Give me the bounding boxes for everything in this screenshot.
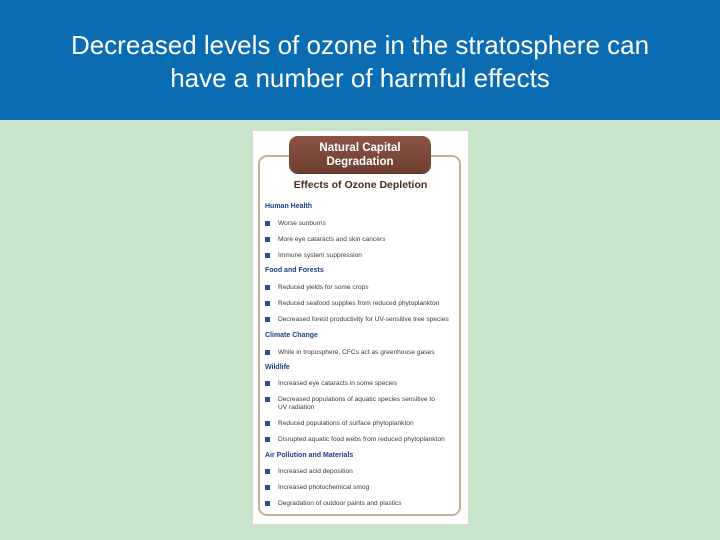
bullet-icon — [265, 397, 270, 402]
list-item — [265, 420, 461, 428]
list-item-text: While in troposphere, CFCs act as greenhouse gases — [278, 349, 435, 356]
bullet-icon — [265, 253, 270, 258]
section-heading-food-forests: Food and Forests — [265, 267, 324, 274]
list-item-text: Reduced yields for some crops — [278, 284, 369, 291]
figure-subtitle: Effects of Ozone Depletion — [293, 179, 428, 191]
badge-line-2: Degradation — [326, 155, 394, 168]
section-heading-human-health: Human Health — [265, 203, 313, 210]
slide-title — [71, 25, 649, 95]
list-item-text: Reduced populations of surface phytoplankton — [278, 420, 414, 427]
slide-title-line-1: Decreased levels of ozone in the stratosphere can — [70, 30, 650, 60]
list-item-text: Reduced seafood supplies from reduced phytoplankton — [278, 300, 440, 307]
list-item — [265, 468, 461, 476]
list-item-text: Immune system suppression — [278, 252, 362, 259]
list-item — [265, 316, 461, 324]
bullet-icon — [265, 221, 270, 226]
list-item-text: More eye cataracts and skin cancers — [278, 236, 386, 243]
list-item — [265, 236, 461, 244]
list-item-text: Degradation of outdoor paints and plastics — [278, 500, 402, 507]
bullet-icon — [265, 237, 270, 242]
bullet-icon — [265, 317, 270, 322]
bullet-icon — [265, 350, 270, 355]
bullet-icon — [265, 485, 270, 490]
bullet-icon — [265, 421, 270, 426]
bullet-icon — [265, 381, 270, 386]
list-item — [265, 436, 461, 444]
list-item — [265, 484, 461, 492]
section-heading-wildlife: Wildlife — [265, 364, 290, 371]
slide-header — [0, 0, 720, 120]
bullet-icon — [265, 501, 270, 506]
list-item-text: Decreased forest productivity for UV-sensitive tree species — [278, 316, 449, 323]
list-item-text: Worse sunburns — [278, 220, 326, 227]
list-item-text: Disrupted aquatic food webs from reduced phytoplankton — [278, 436, 445, 443]
list-item-text: Increased acid deposition — [278, 468, 353, 475]
badge-line-1: Natural Capital — [319, 141, 401, 154]
list-item — [265, 252, 461, 260]
slide-title-line-2: have a number of harmful effects — [170, 63, 550, 93]
list-item-text: Decreased populations of aquatic species sensitive to UV radiation — [278, 396, 435, 411]
list-item — [265, 300, 461, 308]
list-item-text: Increased eye cataracts in some species — [278, 380, 398, 387]
section-heading-air-pollution: Air Pollution and Materials — [265, 452, 354, 459]
bullet-icon — [265, 469, 270, 474]
bullet-icon — [265, 437, 270, 442]
list-item — [265, 396, 440, 412]
section-heading-climate-change: Climate Change — [265, 332, 318, 339]
figure-card — [253, 131, 468, 524]
list-item — [265, 500, 461, 508]
bullet-icon — [265, 301, 270, 306]
list-item — [265, 284, 461, 292]
list-item — [265, 220, 461, 228]
bullet-icon — [265, 285, 270, 290]
list-item-text: Increased photochemical smog — [278, 484, 370, 491]
list-item — [265, 349, 461, 357]
figure-badge — [289, 136, 431, 173]
list-item — [265, 380, 461, 388]
